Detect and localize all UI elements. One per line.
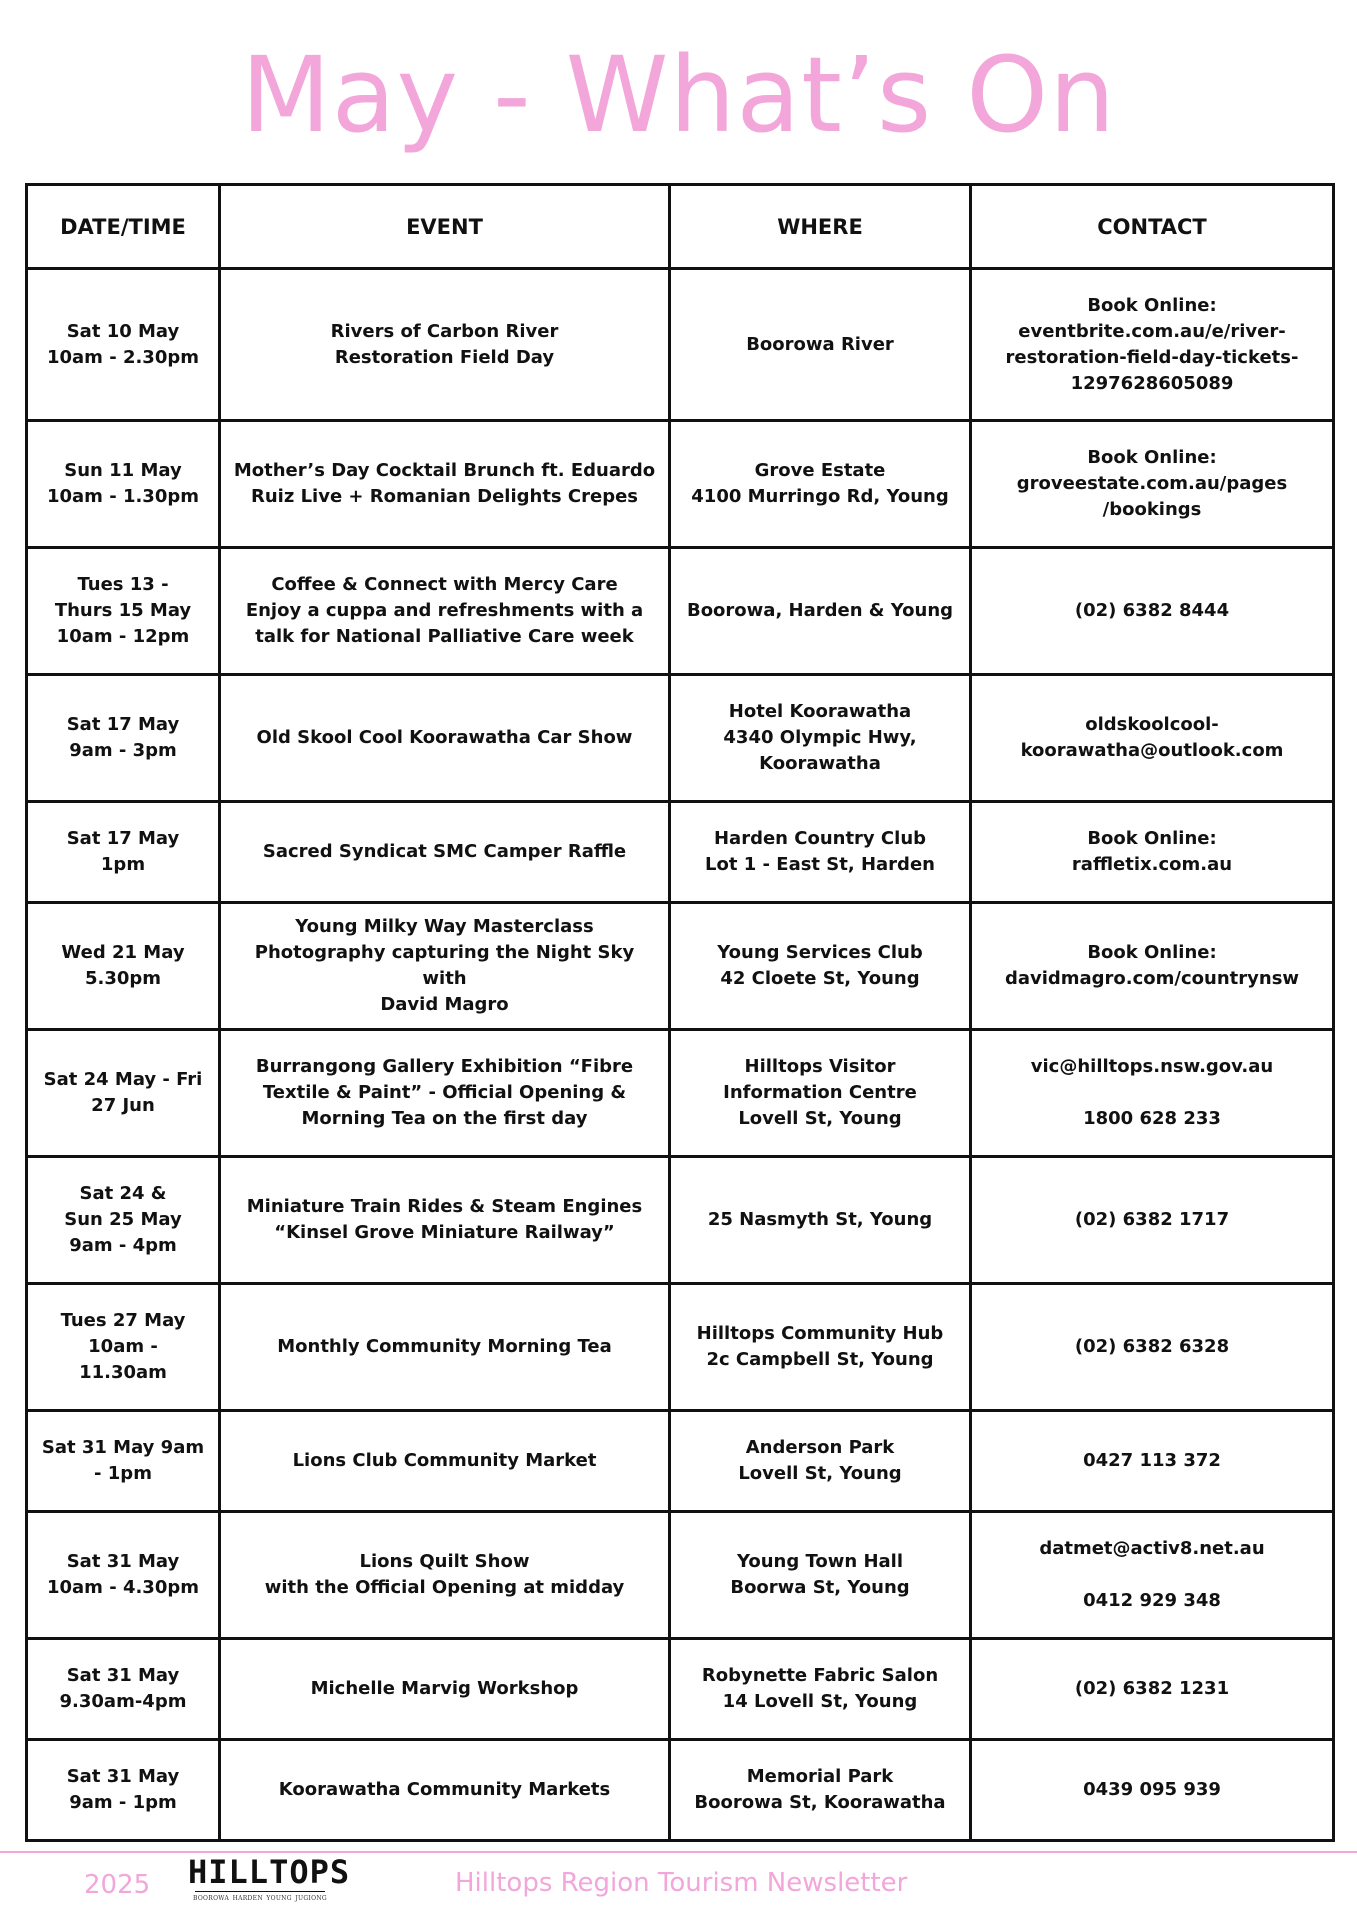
- where-cell: Young Services Club 42 Cloete St, Young: [670, 903, 971, 1030]
- event-cell: Monthly Community Morning Tea: [220, 1284, 670, 1411]
- date-time-cell: Sat 31 May 9am - 1pm: [27, 1411, 220, 1512]
- logo-wordmark: HILLTOPS: [188, 1853, 351, 1891]
- event-cell: Koorawatha Community Markets: [220, 1740, 670, 1841]
- contact-cell: (02) 6382 1231: [971, 1639, 1334, 1740]
- table-row: [27, 675, 1334, 802]
- column-header-contact: CONTACT: [971, 185, 1334, 269]
- date-time-cell: Sun 11 May 10am - 1.30pm: [27, 421, 220, 548]
- table-row: [27, 1030, 1334, 1157]
- contact-cell: (02) 6382 8444: [971, 548, 1334, 675]
- logo-town: YOUNG: [266, 1895, 292, 1902]
- contact-cell: 0439 095 939: [971, 1740, 1334, 1841]
- logo-town: HARDEN: [232, 1895, 263, 1902]
- where-cell: Hotel Koorawatha 4340 Olympic Hwy, Koorawatha: [670, 675, 971, 802]
- table-row: [27, 1157, 1334, 1284]
- event-cell: Old Skool Cool Koorawatha Car Show: [220, 675, 670, 802]
- table-row: [27, 269, 1334, 421]
- where-cell: Memorial Park Boorowa St, Koorawatha: [670, 1740, 971, 1841]
- logo-divider: [195, 1891, 325, 1892]
- event-cell: Coffee & Connect with Mercy Care Enjoy a cuppa and refreshments with a talk for National Palliative Care week: [220, 548, 670, 675]
- contact-cell: Book Online: raffletix.com.au: [971, 802, 1334, 903]
- date-time-cell: Tues 27 May 10am - 11.30am: [27, 1284, 220, 1411]
- table-header-row: [27, 185, 1334, 269]
- where-cell: 25 Nasmyth St, Young: [670, 1157, 971, 1284]
- table-row: [27, 1411, 1334, 1512]
- event-cell: Young Milky Way Masterclass Photography capturing the Night Sky with David Magro: [220, 903, 670, 1030]
- date-time-cell: Sat 31 May 9am - 1pm: [27, 1740, 220, 1841]
- contact-cell: Book Online: groveestate.com.au/pages /bookings: [971, 421, 1334, 548]
- event-cell: Lions Quilt Show with the Official Opening at midday: [220, 1512, 670, 1639]
- date-time-cell: Sat 17 May 1pm: [27, 802, 220, 903]
- table-row: [27, 903, 1334, 1030]
- where-cell: Grove Estate 4100 Murringo Rd, Young: [670, 421, 971, 548]
- where-cell: Hilltops Community Hub 2c Campbell St, Young: [670, 1284, 971, 1411]
- event-cell: Lions Club Community Market: [220, 1411, 670, 1512]
- column-header-where: WHERE: [670, 185, 971, 269]
- footer-newsletter-title: Hilltops Region Tourism Newsletter: [455, 1868, 908, 1898]
- contact-cell: Book Online: davidmagro.com/countrynsw: [971, 903, 1334, 1030]
- event-cell: Michelle Marvig Workshop: [220, 1639, 670, 1740]
- date-time-cell: Sat 31 May 9.30am-4pm: [27, 1639, 220, 1740]
- contact-cell: vic@hilltops.nsw.gov.au 1800 628 233: [971, 1030, 1334, 1157]
- contact-cell: Book Online: eventbrite.com.au/e/river- restoration-field-day-tickets- 1297628605089: [971, 269, 1334, 421]
- where-cell: Young Town Hall Boorwa St, Young: [670, 1512, 971, 1639]
- date-time-cell: Sat 24 May - Fri 27 Jun: [27, 1030, 220, 1157]
- page-title: May - What’s On: [241, 34, 1116, 156]
- event-cell: Mother’s Day Cocktail Brunch ft. Eduardo Ruiz Live + Romanian Delights Crepes: [220, 421, 670, 548]
- logo-towns: [193, 1895, 327, 1902]
- contact-cell: 0427 113 372: [971, 1411, 1334, 1512]
- event-cell: Miniature Train Rides & Steam Engines “Kinsel Grove Miniature Railway”: [220, 1157, 670, 1284]
- column-header-event: EVENT: [220, 185, 670, 269]
- where-cell: Boorowa, Harden & Young: [670, 548, 971, 675]
- where-cell: Boorowa River: [670, 269, 971, 421]
- date-time-cell: Sat 17 May 9am - 3pm: [27, 675, 220, 802]
- table-row: [27, 421, 1334, 548]
- table-row: [27, 1512, 1334, 1639]
- where-cell: Anderson Park Lovell St, Young: [670, 1411, 971, 1512]
- event-cell: Rivers of Carbon River Restoration Field Day: [220, 269, 670, 421]
- where-cell: Hilltops Visitor Information Centre Lovell St, Young: [670, 1030, 971, 1157]
- contact-cell: datmet@activ8.net.au 0412 929 348: [971, 1512, 1334, 1639]
- table-row: [27, 1740, 1334, 1841]
- table-row: [27, 548, 1334, 675]
- events-table: [25, 183, 1335, 1842]
- contact-cell: (02) 6382 1717: [971, 1157, 1334, 1284]
- table-row: [27, 1639, 1334, 1740]
- event-cell: Sacred Syndicat SMC Camper Raffle: [220, 802, 670, 903]
- contact-cell: oldskoolcool- koorawatha@outlook.com: [971, 675, 1334, 802]
- logo-town: JUGIONG: [295, 1895, 327, 1902]
- where-cell: Harden Country Club Lot 1 - East St, Harden: [670, 802, 971, 903]
- table-row: [27, 802, 1334, 903]
- hilltops-logo: [188, 1853, 351, 1914]
- column-header-date-time: DATE/TIME: [27, 185, 220, 269]
- event-cell: Burrangong Gallery Exhibition “Fibre Textile & Paint” - Official Opening & Morning Tea on the first day: [220, 1030, 670, 1157]
- where-cell: Robynette Fabric Salon 14 Lovell St, Young: [670, 1639, 971, 1740]
- contact-cell: (02) 6382 6328: [971, 1284, 1334, 1411]
- date-time-cell: Wed 21 May 5.30pm: [27, 903, 220, 1030]
- date-time-cell: Sat 24 & Sun 25 May 9am - 4pm: [27, 1157, 220, 1284]
- date-time-cell: Sat 10 May 10am - 2.30pm: [27, 269, 220, 421]
- date-time-cell: Tues 13 - Thurs 15 May 10am - 12pm: [27, 548, 220, 675]
- footer-year: 2025: [84, 1870, 151, 1900]
- table-row: [27, 1284, 1334, 1411]
- logo-town: BOOROWA: [193, 1895, 230, 1902]
- date-time-cell: Sat 31 May 10am - 4.30pm: [27, 1512, 220, 1639]
